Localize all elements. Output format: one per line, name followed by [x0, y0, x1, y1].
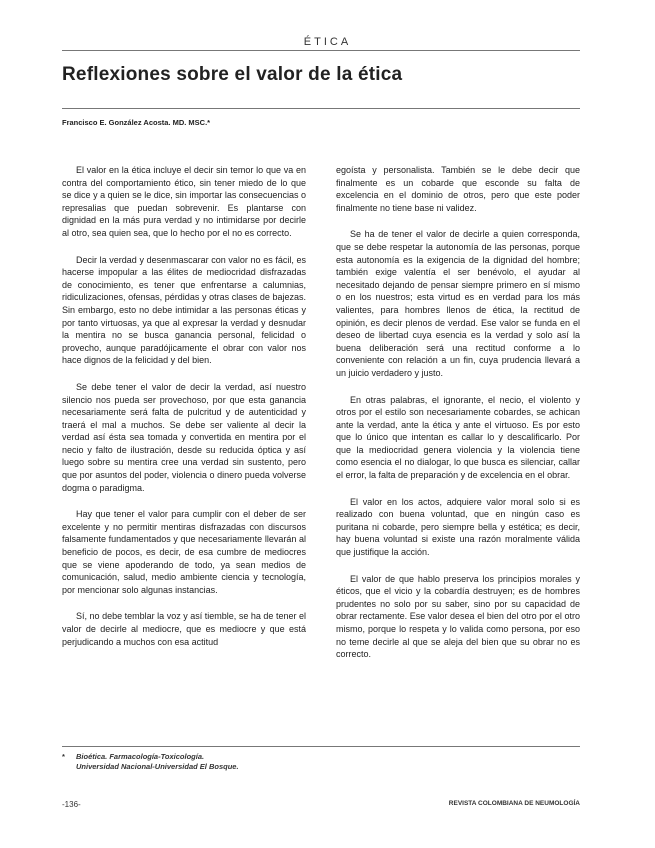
paragraph: Hay que tener el valor para cumplir con el deber de ser excelente y no permitir mentiras disfrazadas con discursos falsamente fundamentados y que necesariamente llevarán al beneficio de pocos, es decir, de esa cumbre de mediocres que se viene apoderando de todo, ya sean medios de comunicación, salud, medio ambiente ciencia y tecnología, por mencionar solo algunas instancias. [62, 509, 306, 595]
section-label: ÉTICA [303, 36, 352, 48]
page-number: -136- [62, 800, 81, 809]
footnote-affiliation: Bioética. Farmacología-Toxicología. [76, 752, 205, 761]
paragraph: Se ha de tener el valor de decirle a quien corresponda, que se debe respetar la autonomía de las personas, porque esta autonomía es la exigencia de la dignidad del hombre; también exige valentía el ser benévolo, el ayudar al necesitado dejando de pensar siempre primero en sí mismo o en los nuestros; esta virtud es en verdad para los más valientes, para hombres llenos de ética, la rectitud de opinión, es decir plenos de verdad. Ese valor se funda en el deseo de libertad cuya esencia es la verdad y solo así la buena deliberación será una rectitud conforme a lo conveniente con relación a un fin, cuya prudencia llevará a un juicio verdadero y justo. [336, 229, 580, 378]
journal-name: REVISTA COLOMBIANA DE NEUMOLOGÍA [448, 800, 580, 807]
paragraph: El valor en los actos, adquiere valor moral solo si es realizado con buena voluntad, que en ningún caso es puritana ni cobarde, pero siempre bella y estética; es decir, hay buena voluntad si existe una razón moralmente válida que justifique la acción. [336, 496, 580, 558]
author-footnote [62, 752, 239, 772]
title-rule [62, 108, 580, 109]
footnote-mark: * [62, 752, 65, 761]
paragraph: Sí, no debe temblar la voz y así tiemble, se ha de tener el valor de decirle al mediocre, que es mediocre y que está perjudicando a muchos con esa actitud [62, 611, 306, 647]
paragraph: Decir la verdad y desenmascarar con valor no es fácil, es hacerse impopular a las élites de mediocridad disfrazadas de conocimiento, es tener que enfrentarse a calumnias, ridiculizaciones, ofensas, pérdidas y otras clases de bajezas. Sin embargo, esto no debe intimidar a las personas éticas y por tanto virtuosas, ya que al expresar la verdad y desnudar la mentira no se busca ganancia personal, felicidad o provecho, aunque paradójicamente el obrar con valor nos hace dignos de la felicidad y del bien. [62, 254, 306, 366]
header-rule [62, 50, 580, 51]
article-title: Reflexiones sobre el valor de la ética [62, 64, 403, 85]
footnote-institution: Universidad Nacional-Universidad El Bosque. [76, 762, 239, 771]
footnote-rule [62, 746, 580, 747]
paragraph: El valor de que hablo preserva los principios morales y éticos, que el vicio y la cobardía destruyen; es de hombres prudentes no solo por su saber, sino por su capacidad de obrar rectamente. Ese valor desea el bien del otro por el otro mismo, porque lo respeta y lo valida como persona, por eso no teme decirle al que se aleja del bien que su obrar no es correcto. [336, 573, 580, 660]
body-column-right [336, 164, 580, 675]
paragraph: Se debe tener el valor de decir la verdad, así nuestro silencio nos pueda ser provechoso, por que esta ganancia necesariamente será falta de pulcritud y de autenticidad y traerá el mal a muchos. Se debe ser valiente al decir la verdad así ésta sea tomada y convertida en mentira por el necio y falto de ilustración, desde su reducida óptica y así luego sobre su mentira cree una verdad sin sustento, pero que por asuntos del poder, violencia o dinero pueda volverse dogma o paradigma. [62, 381, 306, 493]
paragraph-continuation: egoísta y personalista. También se le debe decir que finalmente es un cobarde que esconde su falta de excelencia en el dominio de otros, pero que este poder finalmente no tiene base ni validez. [336, 165, 580, 213]
paragraph: En otras palabras, el ignorante, el necio, el violento y otros por el estilo son necesariamente cobardes, se achican ante la verdad, ante la ética y ante el virtuoso. Es por esto que lo único que intentan es callar lo y descalificarlo. Por que la mediocridad genera violencia y la violencia tiene como esencia el no dialogar, lo que busca es silenciar, callar el error, la falta de preparación y de excelencia en el obrar. [336, 394, 580, 481]
paragraph: El valor en la ética incluye el decir sin temor lo que va en contra del comportamiento ético, sin tener miedo de lo que se dice y a quien se le dice, sin importar las consecuencias o represalias que puedan sobrevenir. Es plantarse con dignidad en la más pura verdad y no intimidarse por decirle al otro, sea quien sea, que lo hecho por el no es correcto. [62, 165, 306, 238]
body-column-left [62, 164, 306, 662]
article-author: Francisco E. González Acosta. MD. MSC.* [62, 118, 211, 127]
